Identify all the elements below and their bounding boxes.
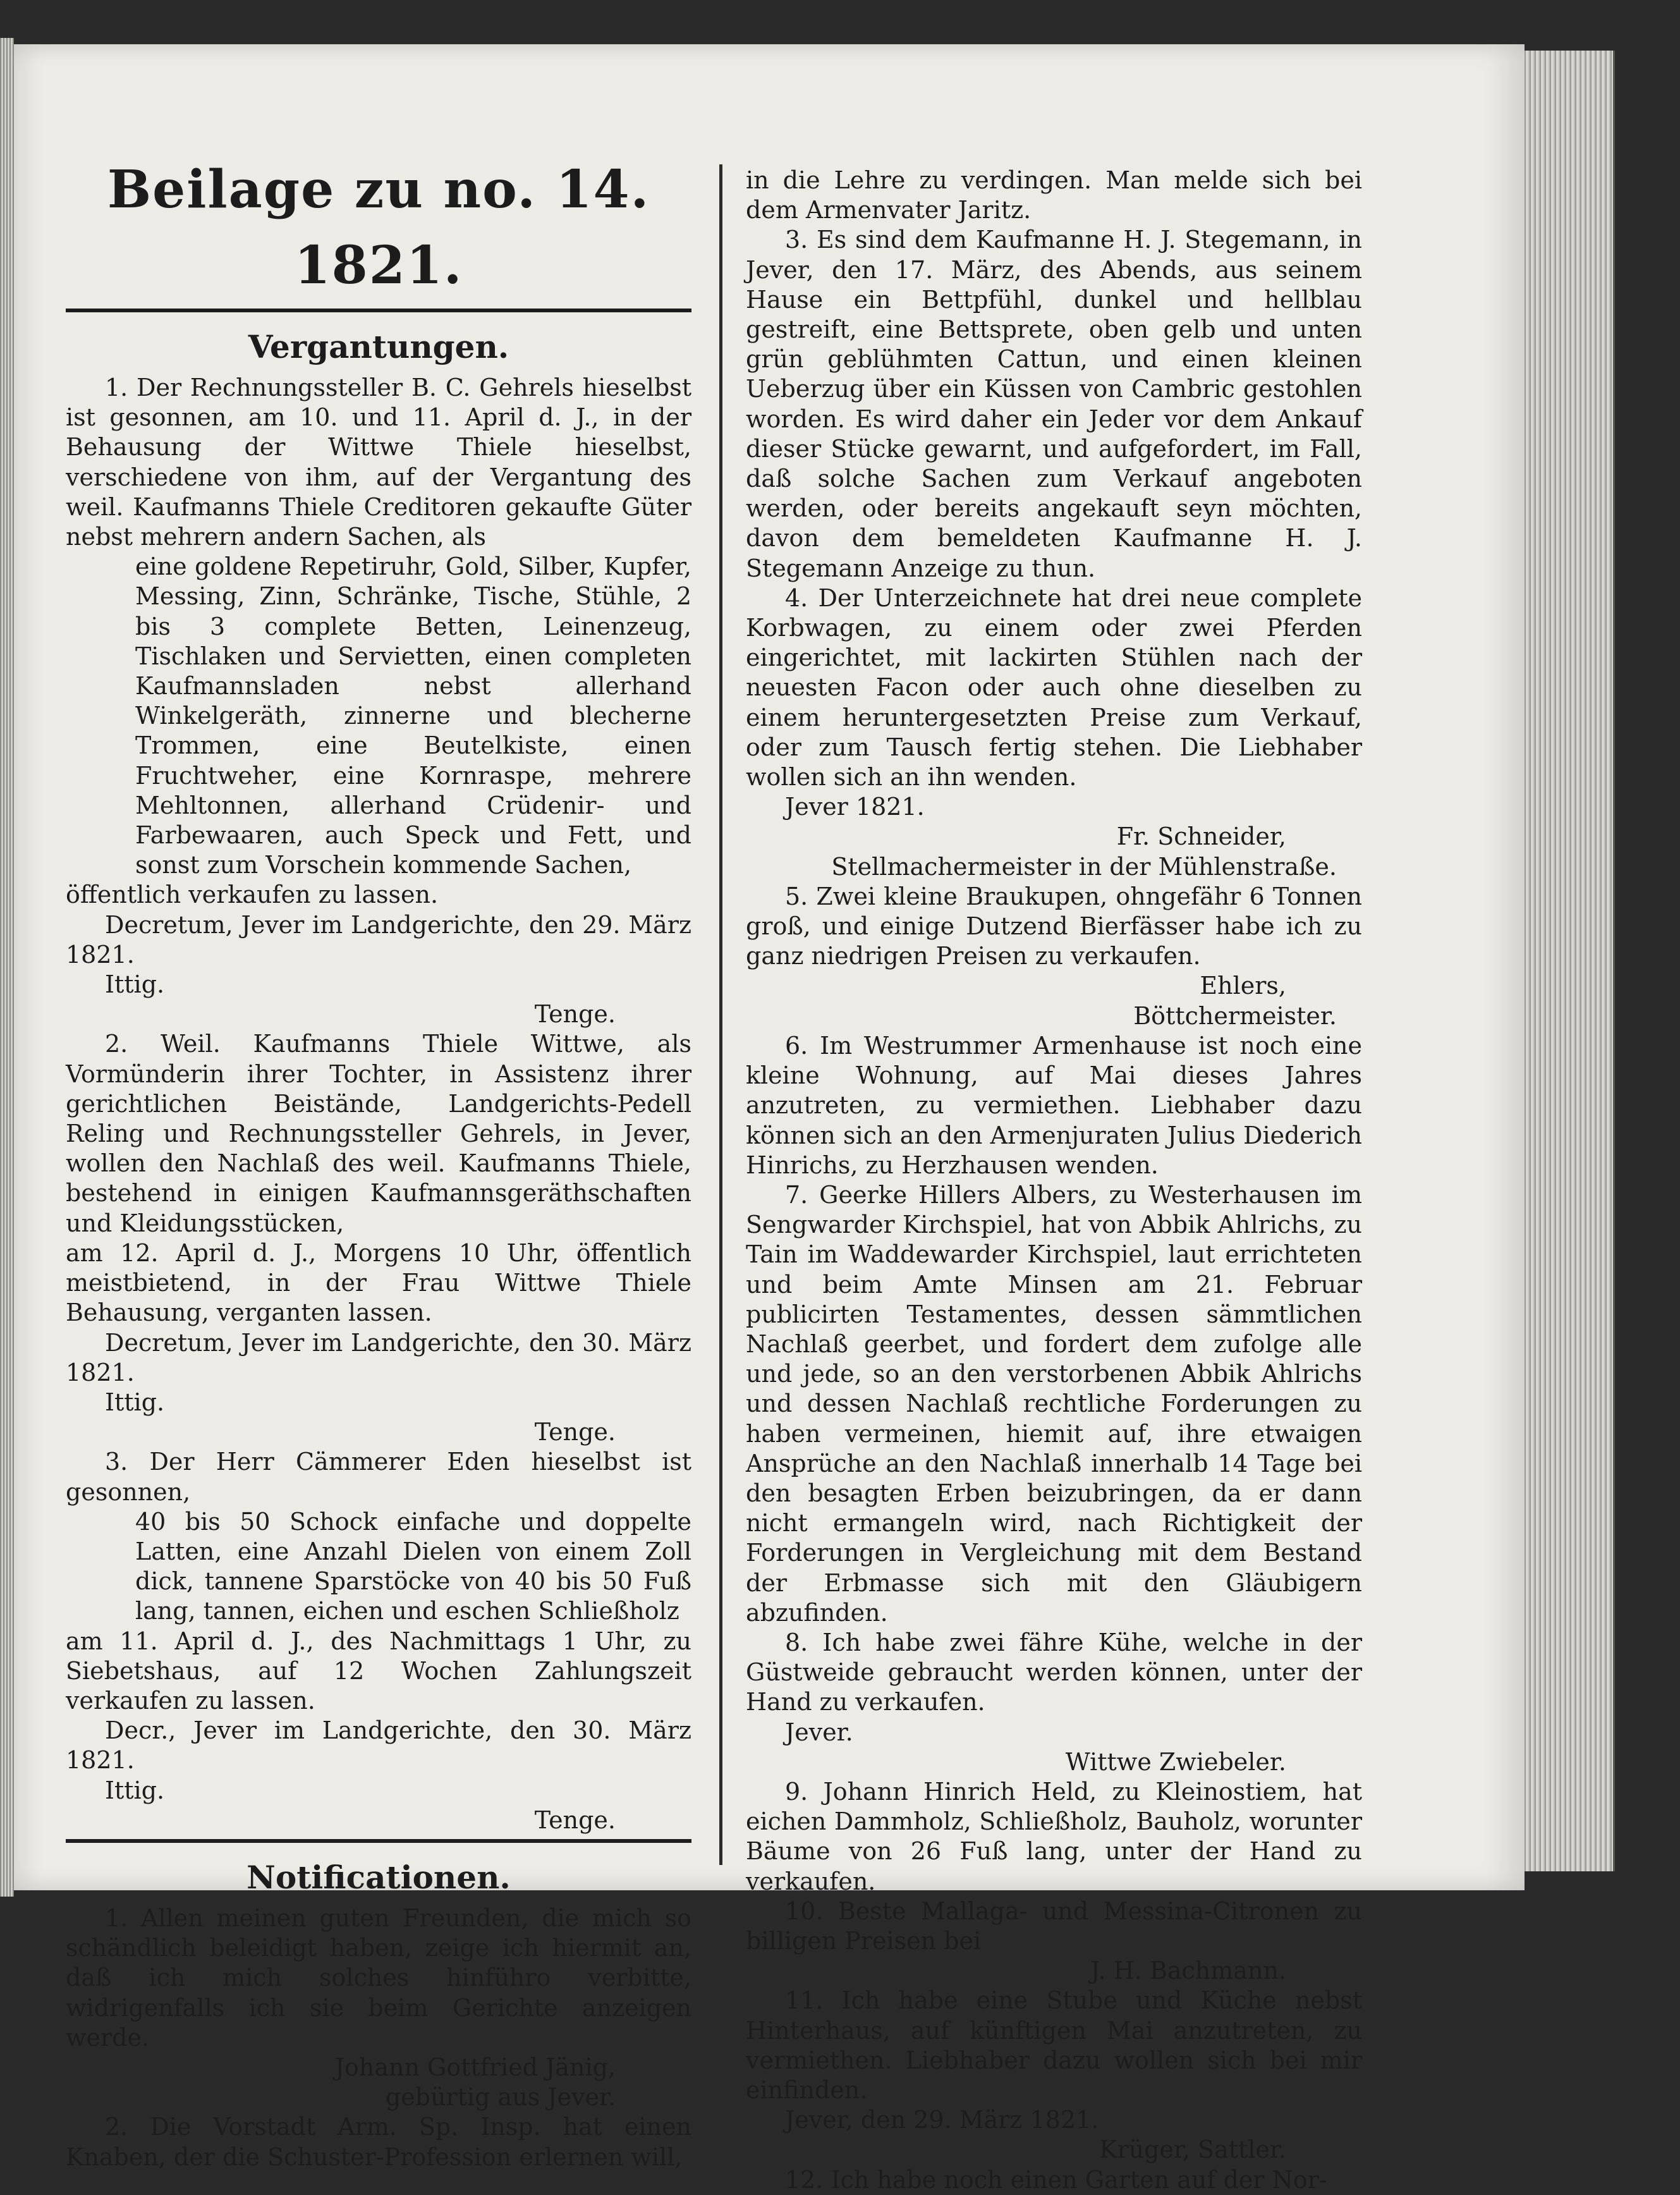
notice-v1-end: öffentlich verkaufen zu lassen. [66,881,439,909]
left-column [66,152,691,2172]
notice-n2-continued: in die Lehre zu verdingen. Man melde sich bei dem Armenvater Jaritz. [746,166,1362,224]
notice-n8-place: Jever. [785,1718,853,1746]
notice-v2-decree: Decretum, Jever im Landgerichte, den 30. März 1821. [66,1328,691,1386]
notice-n5-signature: Ehlers, [1200,972,1286,1000]
notice-n11-place: Jever, den 29. März 1821. [785,2106,1099,2134]
notice-n4-place: Jever 1821. [785,793,925,821]
notice-n5-text: 5. Zwei kleine Braukupen, ohngefähr 6 Tonnen groß, und einige Dutzend Bierfässer habe ich zu ganz niedrigen Preisen zu verkaufen. [746,882,1362,970]
section-vergantungen-title: Vergantungen. [248,328,509,365]
notice-v2-text: 2. Weil. Kaufmanns Thiele Wittwe, als Vormünderin ihrer Tochter, in Assistenz ihrer gerichtlichen Beistände, Landgerichts-Pedell Reling und Rechnungssteller Gehrels, in Jever, wollen den Nachlaß des weil. Kaufmanns Thiele, bestehend in einigen Kaufmannsgeräthschaften und Kleidungsstücken, [66,1030,691,1237]
notice-n4-title: Stellmachermeister in der Mühlenstraße. [831,852,1337,881]
notice-v1-text: 1. Der Rechnungssteller B. C. Gehrels hieselbst ist gesonnen, am 10. und 11. April d. J., in der Behausung der Wittwe Thiele hieselbst, verschiedene von ihm, auf der Vergantung des weil. Kaufmanns Thiele Creditoren gekaufte Güter nebst mehrern andern Sachen, als [66,374,691,551]
notice-v3-ittig: Ittig. [105,1776,165,1804]
notice-v2-ittig: Ittig. [105,1388,165,1416]
notice-n12-text: 12. Ich habe noch einen Garten auf der Nor- [785,2165,1327,2194]
notice-n3-text: 3. Es sind dem Kaufmanne H. J. Stegemann, in Jever, den 17. März, des Abends, aus seinem Hause ein Bettpfühl, dunkel und hellblau gestreift, eine Bettsprete, oben gelb und unten grün geblühmten Cattun, und einen kleinen Ueberzug über ein Küssen von Cambric gestohlen worden. Es wird daher ein Jeder vor dem Ankauf dieser Stücke gewarnt, und aufgefordert, im Fall, daß solche Sachen zum Verkauf angeboten werden, oder bereits angekauft seyn möchten, davon dem bemeldeten Kaufmanne H. J. Stegemann Anzeige zu thun. [746,226,1362,582]
notice-v1-decree: Decretum, Jever im Landgerichte, den 29. März 1821. [66,910,691,969]
right-column [746,166,1362,2195]
notice-n10-signature: J. H. Bachmann. [1090,1957,1286,1985]
section-rule [66,1839,691,1843]
notice-n6-text: 6. Im Westrummer Armenhause ist noch eine kleine Wohnung, auf Mai dieses Jahres anzutreten, zu vermiethen. Liebhaber dazu können sich an den Armenjuraten Julius Diederich Hinrichs, zu Herzhausen wenden. [746,1031,1362,1179]
notice-n8-signature: Wittwe Zwiebeler. [1065,1747,1286,1776]
notice-v2-end: am 12. April d. J., Morgens 10 Uhr, öffentlich meistbietend, in der Frau Wittwe Thiele Behausung, verganten lassen. [66,1238,691,1327]
column-divider [719,164,722,1865]
notice-n1-signature: Johann Gottfried Jänig, [334,2053,616,2081]
notice-n11-signature: Krüger, Sattler. [1099,2136,1286,2164]
notice-n11-text: 11. Ich habe eine Stube und Küche nebst Hinterhaus, auf künftigen Mai anzutreten, zu vermiethen. Liebhaber dazu wollen sich bei mir einfinden. [746,1986,1362,2104]
notice-n1-text: 1. Allen meinen guten Freunden, die mich so schändlich beleidigt haben, zeige ich hiermit an, daß ich mich solches hinführo verbitte, widrigenfalls ich sie beim Gerichte anzeigen werde. [66,1904,691,2051]
notice-n5-title: Böttchermeister. [1133,1001,1337,1030]
masthead-title: Beilage zu no. 14. 1821. [107,159,650,296]
notice-v3-text: 3. Der Herr Cämmerer Eden hieselbst ist gesonnen, [66,1448,691,1506]
notice-n4-text: 4. Der Unterzeichnete hat drei neue complete Korbwagen, zu einem oder zwei Pferden eingerichtet, mit lackirten Stühlen nach der neuesten Facon oder auch ohne dieselben zu einem heruntergesetzten Preise zum Verkauf, oder zum Tausch fertig stehen. Die Liebhaber wollen sich an ihn wenden. [746,584,1362,792]
notice-n1-origin: gebürtig aus Jever. [385,2083,616,2112]
notice-v3-tenge: Tenge. [534,1806,616,1834]
notice-v3-end: am 11. April d. J., des Nachmittags 1 Uhr, zu Siebetshaus, auf 12 Wochen Zahlungszeit verkaufen zu lassen. [66,1627,691,1715]
notice-v2-tenge: Tenge. [534,1418,616,1446]
notice-v1-ittig: Ittig. [105,970,165,999]
notice-v1-tenge: Tenge. [534,1000,616,1029]
notice-n8-text: 8. Ich habe zwei fähre Kühe, welche in der Güstweide gebraucht werden können, unter der Hand zu verkaufen. [746,1628,1362,1716]
page-stack-edge [1525,51,1615,1871]
notice-v3-decree: Decr., Jever im Landgerichte, den 30. März 1821. [66,1716,691,1775]
newspaper-page [14,44,1525,2194]
notice-n2-text: 2. Die Vorstadt Arm. Sp. Insp. hat einen Knaben, der die Schuster-Profession erlernen will, [66,2113,691,2171]
notice-v1-list: eine goldene Repetiruhr, Gold, Silber, Kupfer, Messing, Zinn, Schränke, Tische, Stühle, 2 bis 3 complete Betten, Leinenzeug, Tischlaken und Servietten, einen completen Kaufmannsladen nebst allerhand Winkelgeräth, zinnerne und blecherne Trommen, eine Beutelkiste, einen Fruchtweher, eine Kornraspe, mehrere Mehltonnen, allerhand Crüdenir- und Farbewaaren, auch Speck und Fett, und sonst zum Vorschein kommende Sachen, [135,553,691,879]
previous-page-edge [0,38,14,1897]
notice-n9-text: 9. Johann Hinrich Held, zu Kleinostiem, hat eichen Dammholz, Schließholz, Bauholz, worunter Bäume von 26 Fuß lang, unter der Hand zu verkaufen. [746,1777,1362,1895]
notice-v3-list: 40 bis 50 Schock einfache und doppelte Latten, eine Anzahl Dielen von einem Zoll dick, tannene Sparstöcke von 40 bis 50 Fuß lang, tannen, eichen und eschen Schließholz [135,1507,691,1625]
notice-n7-text: 7. Geerke Hillers Albers, zu Westerhausen im Sengwarder Kirchspiel, hat von Abbik Ahlrichs, zu Tain im Waddewarder Kirchspiel, laut errichteten und beim Amte Minsen am 21. Februar publicirten Testamentes, dessen sämmtlichen Nachlaß geerbet, und fordert dem zufolge alle und jede, so an den verstorbenen Abbik Ahlrichs und dessen Nachlaß rechtliche Forderungen zu haben vermeinen, hiemit auf, ihre etwaigen Ansprüche an den Nachlaß innerhalb 14 Tage bei den besagten Erben beizubringen, da er dann nicht ermangeln wird, nach Richtigkeit der Forderungen in Vergleichung mit dem Bestand der Erbmasse sich mit den Gläubigern abzufinden. [746,1180,1362,1627]
notice-n4-signature: Fr. Schneider, [1116,822,1286,851]
masthead-rule [66,309,691,312]
section-notificationen-title: Notificationen. [247,1858,511,1896]
notice-n10-text: 10. Beste Mallaga- und Messina-Citronen zu billigen Preisen bei [746,1897,1362,1955]
